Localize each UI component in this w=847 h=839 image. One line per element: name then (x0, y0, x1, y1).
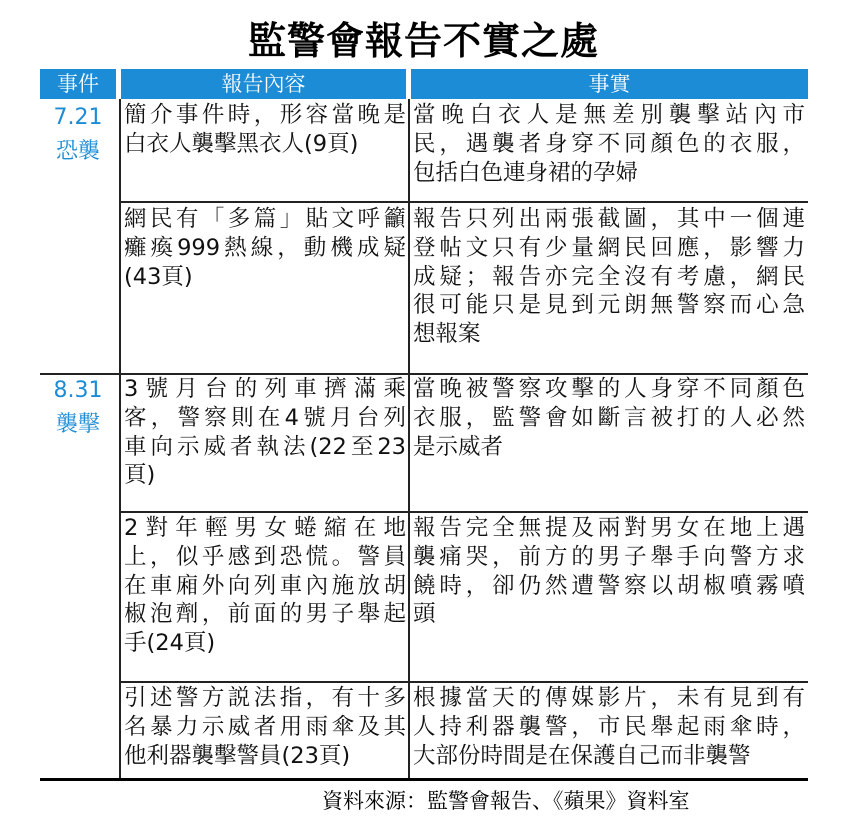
text-line: 癱瘓999熱線，動機成疑 (124, 234, 406, 261)
row-divider (119, 511, 808, 513)
text-line: 在車廂外向列車內施放胡 (124, 572, 406, 599)
report-cell (124, 101, 406, 159)
text-line: 大部份時間是在保護自己而非襲警 (413, 742, 751, 769)
event-label-831 (40, 377, 116, 439)
fact-cell (413, 205, 805, 349)
text-line: 報告完全無提及兩對男女在地上遇 (413, 515, 805, 541)
event-name: 襲擊 (55, 412, 100, 437)
text-line: 白衣人襲擊黑衣人(9頁) (124, 130, 359, 157)
event-date: 8.31 (53, 378, 103, 403)
text-line: 頭 (413, 601, 436, 628)
event-date: 7.21 (53, 105, 103, 130)
text-line: 網民有「多篇」貼文呼籲 (124, 206, 406, 232)
report-cell (124, 684, 406, 770)
text-line: 當晚被警察攻擊的人身穿不同顏色 (413, 376, 805, 402)
text-line: 當晚白衣人是無差別襲擊站內市 (413, 102, 805, 128)
text-line: 頁) (124, 462, 156, 489)
fact-cell (413, 684, 805, 770)
source-credit: 資料來源：監警會報告、《蘋果》資料室 (322, 789, 690, 813)
report-cell (124, 514, 406, 658)
comparison-table (40, 69, 808, 781)
text-line: 登帖文只有少量網民回應，影響力 (413, 234, 805, 261)
text-line: 饒時，卻仍然遭警察以胡椒噴霧噴 (413, 572, 805, 599)
text-line: 3號月台的列車擠滿乘 (124, 376, 406, 402)
text-line: 上，似乎感到恐慌。警員 (124, 543, 406, 570)
header-fact: 事實 (411, 69, 808, 99)
text-line: 衣服，監警會如斷言被打的人必然 (413, 404, 805, 431)
text-line: 簡介事件時，形容當晚是 (124, 102, 406, 128)
text-line: 想報案 (413, 321, 481, 348)
event-label-721 (40, 104, 116, 166)
text-line: 他利器襲擊警員(23頁) (124, 742, 351, 769)
text-line: 是示威者 (413, 433, 504, 460)
text-line: 手(24頁) (124, 630, 216, 657)
fact-cell (413, 101, 805, 187)
text-line: (43頁) (124, 263, 193, 290)
header-report: 報告內容 (121, 69, 406, 99)
header-event: 事件 (40, 69, 116, 99)
fact-cell (413, 514, 805, 629)
row-divider (119, 201, 808, 203)
row-divider (119, 681, 808, 683)
report-cell (124, 375, 406, 490)
text-line: 引述警方説法指，有十多 (124, 685, 406, 711)
fact-cell (413, 375, 805, 461)
text-line: 2對年輕男女蜷縮在地 (124, 515, 406, 541)
text-line: 名暴力示威者用雨傘及其 (124, 713, 406, 740)
text-line: 包括白色連身裙的孕婦 (413, 159, 639, 186)
text-line: 襲痛哭，前方的男子舉手向警方求 (413, 543, 805, 570)
text-line: 客，警察則在4號月台列 (124, 404, 406, 431)
report-cell (124, 205, 406, 291)
text-line: 人持利器襲警，市民舉起雨傘時， (413, 713, 805, 740)
text-line: 根據當天的傳媒影片，未有見到有 (413, 685, 805, 711)
text-line: 椒泡劑，前面的男子舉起 (124, 601, 406, 628)
text-line: 很可能只是見到元朗無警察而心急 (413, 292, 805, 319)
page-title: 監警會報告不實之處 (247, 18, 599, 63)
text-line: 車向示威者執法(22至23 (124, 433, 406, 460)
text-line: 成疑；報告亦完全沒有考慮，網民 (413, 263, 805, 290)
text-line: 民，遇襲者身穿不同顏色的衣服， (413, 130, 805, 157)
event-name: 恐襲 (55, 139, 100, 164)
text-line: 報告只列出兩張截圖，其中一個連 (413, 206, 805, 232)
